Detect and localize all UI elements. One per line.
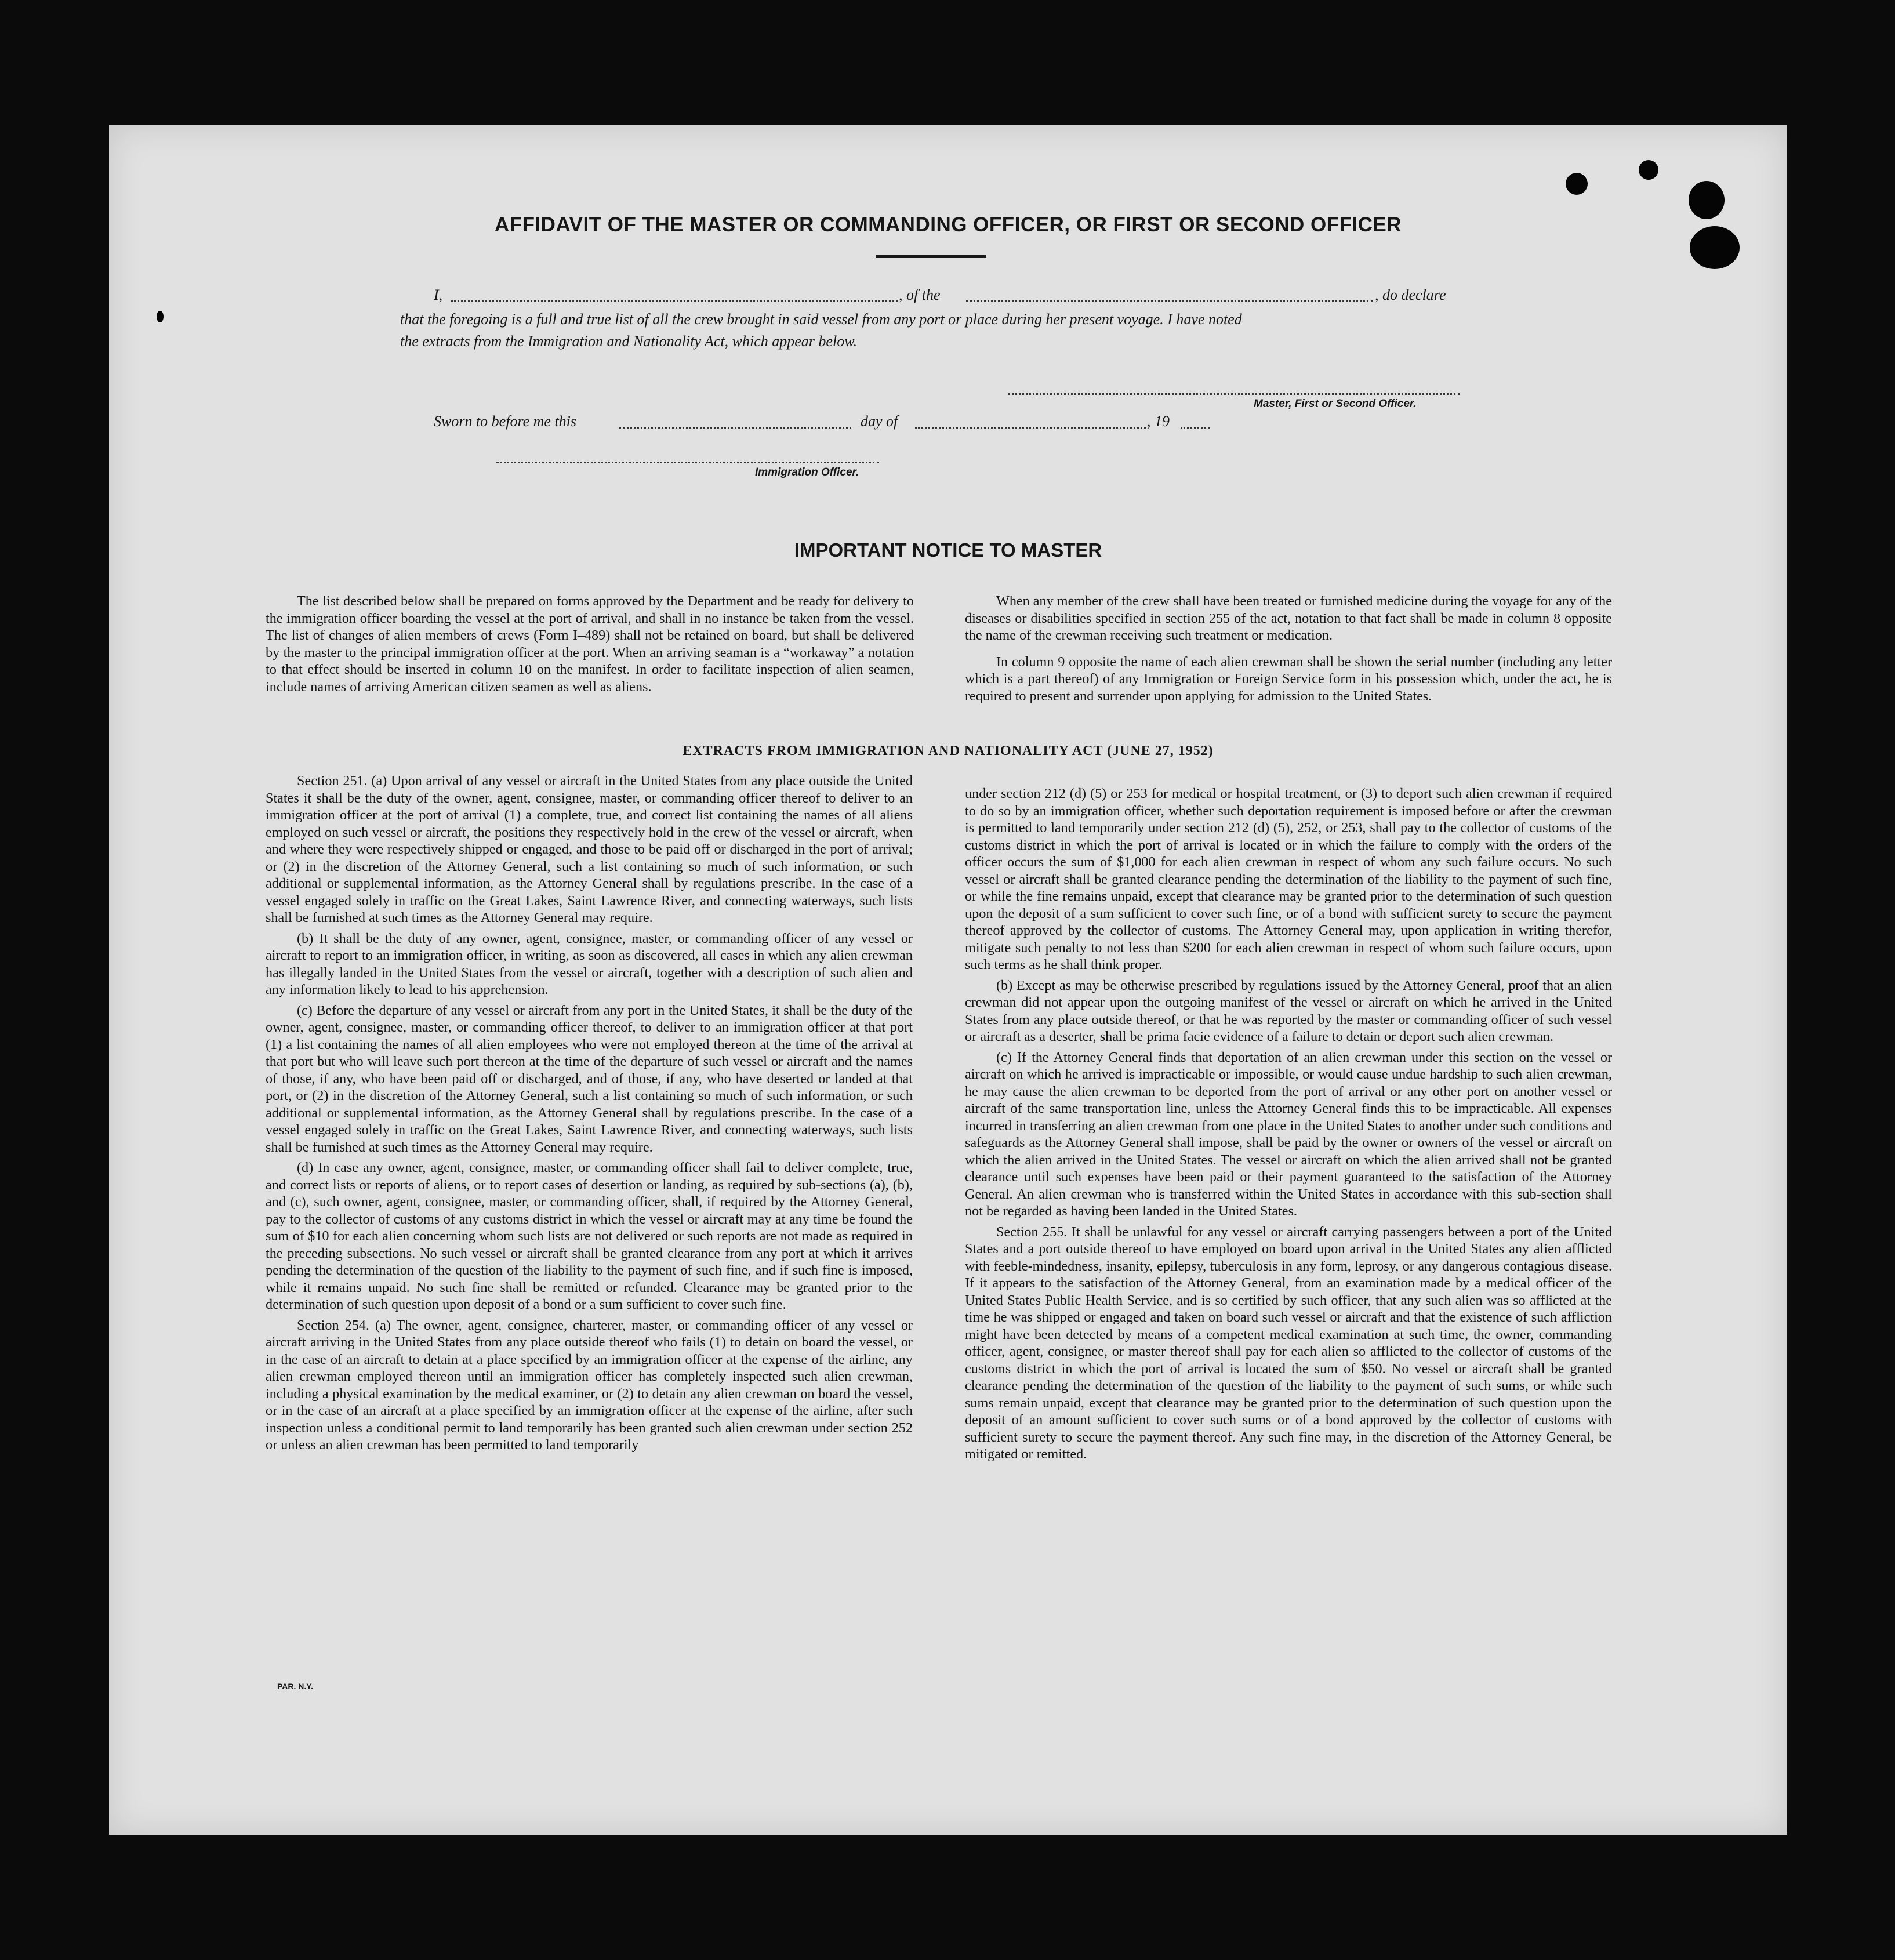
punch-hole xyxy=(1690,226,1740,269)
section-251-a: Section 251. (a) Upon arrival of any vessel or aircraft in the United States from any place outside the United States it shall be the duty of the owner, agent, consignee, master, or commanding officer thereof to deliver to an immigration officer at the port of arrival (1) a complete, true, and correct list containing the names of all aliens employed on such vessel or aircraft, the positions they respectively hold in the crew of the vessel or aircraft, when and where they were respectively shipped or engaged, and those to be paid off or discharged in the port of arrival; or (2) in the discretion of the Attorney General, such a list containing so much of such information, or such additional or supplemental information, as the Attorney General shall by regulations prescribe. In the case of a vessel engaged solely in traffic on the Great Lakes, Saint Lawrence River, and connecting waterways, such lists shall be furnished at such times as the Attorney General may require. xyxy=(266,773,913,925)
declaration-line-2: that the foregoing is a full and true list of all the crew brought in said vessel from any port or place during her present voyage. I have noted xyxy=(400,311,1242,328)
extracts-title: EXTRACTS FROM IMMIGRATION AND NATIONALITY ACT (JUNE 27, 1952) xyxy=(683,743,1214,758)
notice-left-column xyxy=(266,593,914,699)
notice-right-paragraph-2: In column 9 opposite the name of each alien crewman shall be shown the serial number (including any letter which is a part thereof) of any Immigration or Foreign Service form in his possession which, under the act, he is required to present and surrender upon applying for admission to the United States. xyxy=(965,654,1612,704)
punch-hole xyxy=(1689,181,1725,219)
day-of-label: day of xyxy=(861,413,898,430)
title-rule xyxy=(876,255,986,258)
punch-hole xyxy=(1566,173,1588,195)
printer-mark: PAR. N.Y. xyxy=(277,1682,313,1691)
i-label: I, xyxy=(434,286,443,303)
officer-signature-line xyxy=(496,462,879,463)
year-label: , 19 xyxy=(1147,413,1170,430)
section-251-c: (c) Before the departure of any vessel or aircraft from any port in the United States, it shall be the duty of the owner, agent, consignee, master, or commanding officer thereof, to deliver to an immigration officer at that port (1) a list containing the names of all alien employees who were not employed thereon at the time of the arrival at that port but who will leave such port thereon at the time of the departure of such vessel or aircraft and the names of those, if any, who have been paid off or discharged, and of those, if any, who have deserted or landed at that port, or (2) in the discretion of the Attorney General, such a list containing so much of such information, or such additional or supplemental information, as the Attorney General shall by regulations prescribe. In the case of a vessel engaged solely in traffic on the Great Lakes, Saint Lawrence River, and connecting waterways, such lists shall be furnished at such times as the Attorney General may require. xyxy=(266,1002,913,1155)
section-255: Section 255. It shall be unlawful for any vessel or aircraft carrying passengers between a port of the United States and a port outside thereof to have employed on board upon arrival in the United States any alien afflicted with feeble-mindedness, insanity, epilepsy, tuberculosis in any form, leprosy, or any dangerous contagious disease. If it appears to the satisfaction of the Attorney General, from an examination made by a medical officer of the United States Public Health Service, and is so certified by such officer, that any such alien was so afflicted at the time he was shipped or engaged and taken on board such vessel or aircraft and that the existence of such affliction might have been detected by means of a competent medical examination at such time, the owner, commanding officer, agent, consignee, or master thereof shall pay for each alien so afflicted to the collector of customs of the customs district in which the port of arrival is located the sum of $50. No vessel or aircraft shall be granted clearance pending the determination of the question of the liability to the payment of such sums, or while such sums remain unpaid, except that clearance may be granted prior to the determination of such question upon the deposit of an amount sufficient to cover such sums or of a bond approved by the collector of customs with sufficient surety to secure the payment thereof. Any such fine may, in the discretion of the Attorney General, be mitigated or remitted. xyxy=(965,1224,1612,1462)
ink-mark xyxy=(157,311,164,322)
name-blank xyxy=(451,300,898,302)
notice-left-paragraph: The list described below shall be prepared on forms approved by the Department and be ready for delivery to the immigration officer boarding the vessel at the port of arrival, and shall in no instance be taken from the vessel. The list of changes of alien members of crews (Form I–489) shall not be retained on board, but shall be delivered by the master to the principal immigration officer at the port. When an arriving seaman is a “workaway” a notation to that effect should be inserted in column 10 on the manifest. In order to facilitate inspection of alien seamen, include names of arriving American citizen seamen as well as aliens. xyxy=(266,593,914,695)
notice-title: IMPORTANT NOTICE TO MASTER xyxy=(794,539,1102,561)
section-254-b: (b) Except as may be otherwise prescribed by regulations issued by the Attorney General, proof that an alien crewman did not appear upon the outgoing manifest of the vessel or aircraft on which he arrived in the United States from any place outside thereof, or that he was reported by the master or commanding officer of such vessel or aircraft as a deserter, shall be prima facie evidence of a failure to detain or deport such alien crewman. xyxy=(965,977,1612,1044)
affidavit-title: AFFIDAVIT OF THE MASTER OR COMMANDING OFFICER, OR FIRST OR SECOND OFFICER xyxy=(494,213,1402,236)
of-the-label: , of the xyxy=(899,286,941,303)
notice-right-paragraph-1: When any member of the crew shall have been treated or furnished medicine during the voyage for any of the diseases or disabilities specified in section 255 of the act, notation to that fact shall be made in column 8 opposite the name of the crewman receiving such treatment or medication. xyxy=(965,593,1612,643)
declaration-line-3: the extracts from the Immigration and Nationality Act, which appear below. xyxy=(400,333,858,350)
immigration-officer-caption: Immigration Officer. xyxy=(755,466,859,478)
section-254-a-continued: under section 212 (d) (5) or 253 for medical or hospital treatment, or (3) to deport such alien crewman if required to do so by an immigration officer, whether such deportation requirement is imposed before or after the crewman is permitted to land temporarily under section 212 (d) (5), 252, or 253, shall pay to the collector of customs of the customs district in which the port of arrival is located or in which the failure to comply with the orders of the officer occurs the sum of $1,000 for each alien crewman in respect of whom any such failure occurs. No such vessel or aircraft shall be granted clearance pending the determination of the liability to the payment of such fine, or while the fine remains unpaid, except that clearance may be granted prior to the determination of such question upon the deposit of a sum sufficient to cover such fine, or of a bond with sufficient surety to secure the payment thereof approved by the collector of customs. The Attorney General may, upon application in writing therefor, mitigate such penalty to not less than $200 for each alien crewman in respect of whom such failure occurs, upon such terms as he shall think proper. xyxy=(965,786,1612,972)
vessel-blank xyxy=(966,300,1373,302)
master-caption: Master, First or Second Officer. xyxy=(1254,398,1417,410)
section-251-d: (d) In case any owner, agent, consignee, master, or commanding officer shall fail to deliver complete, true, and correct lists or reports of aliens, or to report cases of desertion or landing, as required by sub-sections (a), (b), and (c), such owner, agent, consignee, master, or commanding officer, shall, if required by the Attorney General, pay to the collector of customs of any customs district in which the vessel or aircraft may at any time be found the sum of $10 for each alien concerning whom such lists are not delivered or such reports are not made as required in the preceding subsections. No such vessel or aircraft shall be granted clearance from any port at which it arrives pending the determination of the question of the liability to the payment of such fine, and if such fine is imposed, while it remains unpaid. No such fine shall be remitted or refunded. Clearance may be granted prior to the determination of such question upon deposit of a bond or a sum sufficient to cover such fine. xyxy=(266,1160,913,1312)
section-254-a: Section 254. (a) The owner, agent, consignee, charterer, master, or commanding officer of any vessel or aircraft arriving in the United States from any place outside thereof who fails (1) to detain on board the vessel, or in the case of an aircraft to detain at a place specified by an immigration officer at the expense of the airline, any alien crewman employed thereon until an immigration officer has completely inspected such alien crewman, including a physical examination by the medical examiner, or (2) to detain any alien crewman on board the vessel, or in the case of an aircraft at a place specified by an immigration officer at the expense of the airline, after such inspection unless a conditional permit to land temporarily has been granted such alien crewman under section 252 or unless an alien crewman has been permitted to land temporarily xyxy=(266,1317,913,1453)
master-signature-line xyxy=(1008,393,1460,395)
punch-hole xyxy=(1639,160,1658,180)
extracts-right-column xyxy=(965,785,1612,1467)
section-251-b: (b) It shall be the duty of any owner, agent, consignee, master, or commanding officer of any vessel or aircraft to report to an immigration officer, in writing, as soon as discovered, all cases in which any alien crewman has illegally landed in the United States from the vessel or aircraft, together with a description of such alien and any information likely to lead to his apprehension. xyxy=(266,930,913,997)
sworn-day-blank xyxy=(619,427,851,429)
form-sheet xyxy=(109,125,1787,1835)
sworn-label: Sworn to before me this xyxy=(434,413,577,430)
section-254-c: (c) If the Attorney General finds that deportation of an alien crewman under this section on the vessel or aircraft on which he arrived is impracticable or impossible, or would cause undue hardship to such alien crewman, he may cause the alien crewman to be deported from the port of arrival or any other port on another vessel or aircraft of the same transportation line, unless the Attorney General finds this to be impracticable. All expenses incurred in transferring an alien crewman from one place in the United States to another under such conditions and safeguards as the Attorney General shall impose, shall be paid by the owner or owners of the vessel or aircraft on which the alien arrived in the United States. The vessel or aircraft on which the alien arrived shall not be granted clearance until such expenses have been paid or their payment guaranteed to the satisfaction of the Attorney General. An alien crewman who is transferred within the United States in accordance with this sub-section shall not be regarded as having been landed in the United States. xyxy=(965,1049,1612,1219)
year-blank xyxy=(1181,427,1210,429)
notice-right-column xyxy=(965,593,1612,708)
sworn-month-blank xyxy=(915,427,1146,429)
extracts-left-column xyxy=(266,772,913,1457)
do-declare-label: , do declare xyxy=(1375,286,1446,303)
